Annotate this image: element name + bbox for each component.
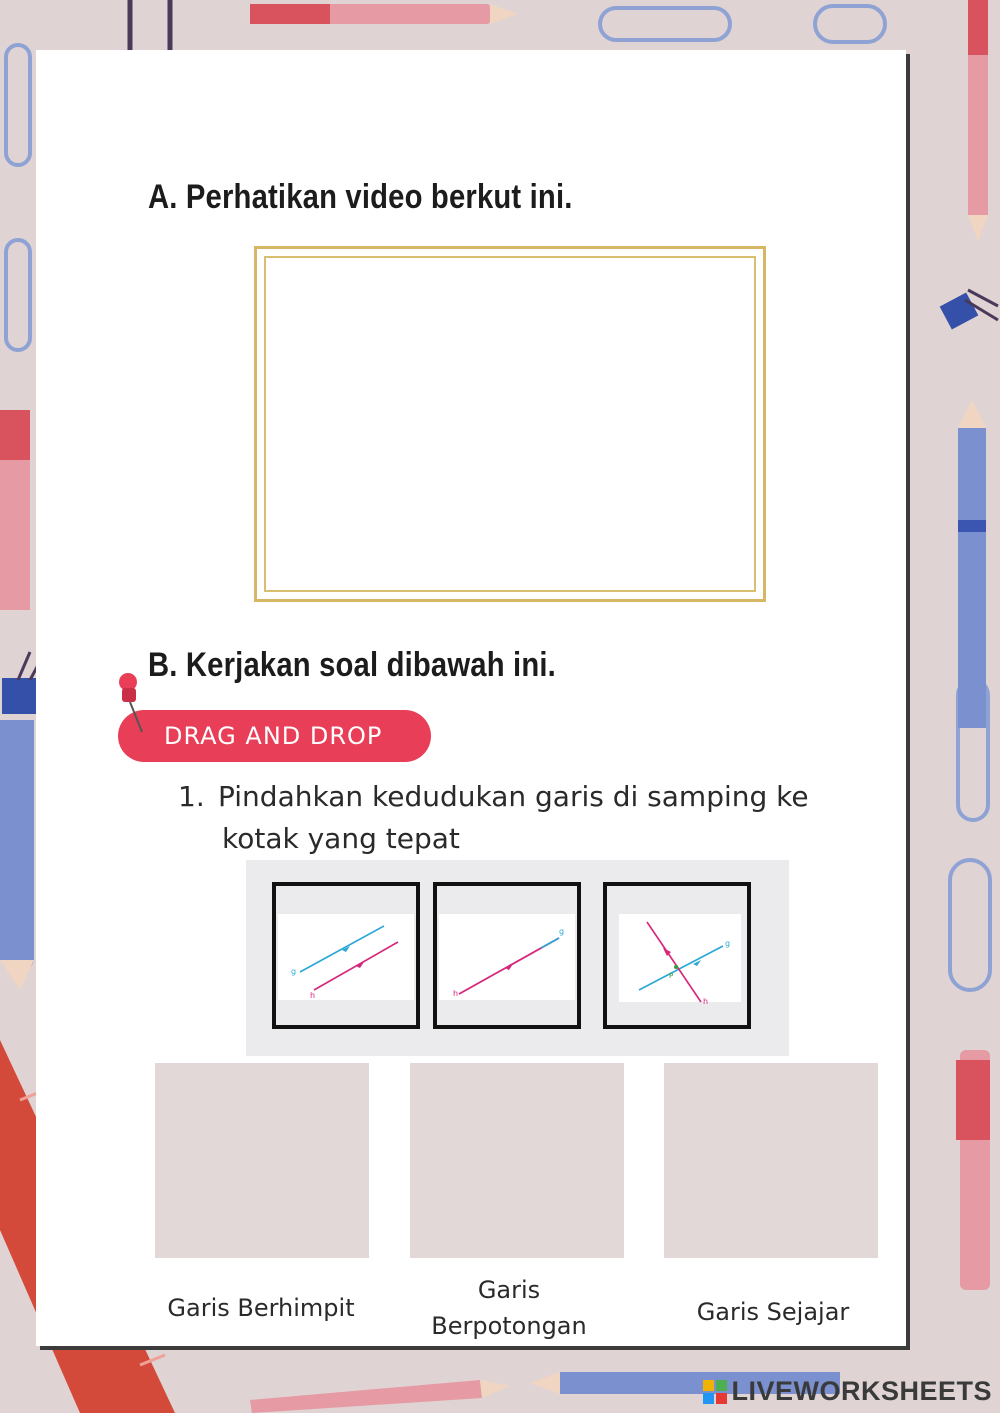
label-line-1: Garis	[477, 1276, 541, 1304]
pencil-icon	[250, 4, 518, 24]
pencil-icon	[0, 410, 30, 610]
video-frame-inner-border	[264, 256, 756, 592]
line-label-h: h	[453, 989, 459, 998]
label-garis-berpotongan	[396, 1272, 622, 1344]
line-label-h: h	[310, 991, 316, 1000]
intersecting-lines-diagram	[607, 886, 747, 1025]
drop-target-1[interactable]	[155, 1063, 369, 1258]
line-label-g: g	[559, 927, 565, 936]
pencil-icon	[0, 720, 34, 990]
label-garis-berhimpit: Garis Berhimpit	[167, 1294, 355, 1322]
pencil-icon	[968, 0, 988, 242]
marker-icon	[956, 1050, 990, 1290]
draggable-intersecting-lines[interactable]	[603, 882, 751, 1029]
binder-clip-icon	[940, 290, 998, 330]
video-frame[interactable]	[254, 246, 766, 602]
point-label-p: P	[669, 972, 674, 980]
pencil-icon	[958, 400, 986, 728]
line-label-g: g	[725, 939, 731, 948]
drop-target-3[interactable]	[664, 1063, 878, 1258]
section-b-heading: B. Kerjakan soal dibawah ini.	[148, 646, 556, 684]
draggable-coincident-lines[interactable]	[433, 882, 581, 1029]
draggable-parallel-lines[interactable]	[272, 882, 420, 1029]
drag-items-panel	[246, 860, 789, 1056]
section-a-heading: A. Perhatikan video berkut ini.	[148, 178, 573, 216]
drop-target-2[interactable]	[410, 1063, 624, 1258]
brand-text: LIVEWORKSHEETS	[731, 1376, 992, 1406]
parallel-lines-diagram	[276, 886, 416, 1025]
drag-and-drop-badge: DRAG AND DROP	[118, 710, 431, 762]
question-line-2: kotak yang tepat	[222, 822, 460, 855]
question-line-1: Pindahkan kedudukan garis di samping ke	[218, 780, 809, 813]
line-label-h: h	[703, 997, 709, 1006]
line-label-g: g	[291, 967, 297, 976]
worksheet-page	[36, 50, 906, 1346]
liveworksheets-logo-icon	[703, 1380, 727, 1404]
pencil-icon	[250, 1380, 510, 1413]
label-garis-sejajar: Garis Sejajar	[696, 1298, 850, 1326]
question-number: 1.	[178, 780, 205, 813]
coincident-lines-diagram	[437, 886, 577, 1025]
pushpin-icon	[112, 670, 152, 740]
label-line-2: Berpotongan	[431, 1312, 587, 1340]
question-1	[178, 776, 868, 860]
liveworksheets-brand	[703, 1376, 992, 1407]
